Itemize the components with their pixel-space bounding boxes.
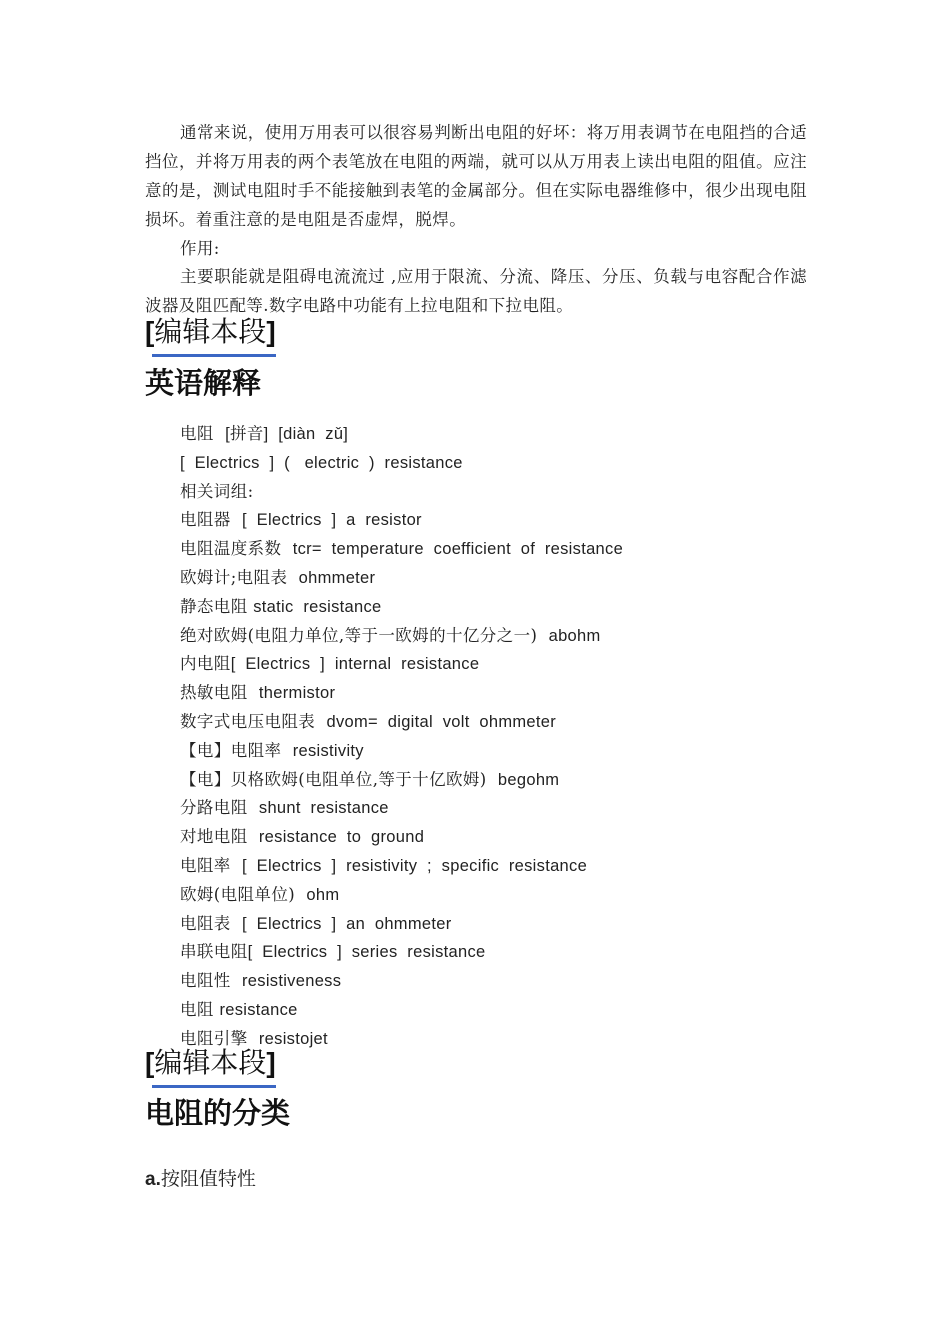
term-item: [180, 852, 623, 881]
term-english: [ Electrics ] series resistance: [247, 943, 486, 962]
term-english: [ Electrics ] internal resistance: [230, 655, 480, 674]
term-english: abohm: [548, 626, 601, 645]
term-chinese: 欧姆计;电阻表: [180, 567, 299, 587]
section-title-english: 英语解释: [145, 366, 262, 400]
term-chinese: 数字式电压电阻表: [180, 711, 327, 731]
term-chinese: 电阻温度系数: [180, 539, 293, 559]
term-item: [180, 737, 623, 766]
term-english: resistance to ground: [258, 828, 425, 847]
term-item: [180, 420, 623, 449]
sub-heading-label: a.: [145, 1169, 161, 1190]
term-chinese: 电阻率: [180, 855, 242, 875]
term-item: [180, 881, 623, 910]
term-item: [180, 449, 623, 478]
sub-heading-text: 按阻值特性: [160, 1168, 256, 1190]
term-item: [180, 938, 623, 967]
edit-section-link-2[interactable]: [145, 1045, 276, 1081]
term-chinese: 电阻器: [180, 510, 242, 530]
term-item: [180, 506, 623, 535]
term-item: [180, 996, 623, 1025]
term-chinese: 分路电阻: [180, 798, 259, 818]
sub-heading: [145, 1164, 256, 1195]
edit-open-bracket: [: [145, 1047, 155, 1078]
term-english: shunt resistance: [258, 799, 389, 818]
term-english: [ Electrics ] ( electric ) resistance: [180, 453, 463, 472]
term-english: [ Electrics ] resistivity ; specific resistance: [242, 856, 588, 875]
term-english: dvom= digital volt ohmmeter: [326, 712, 557, 731]
term-item: [180, 967, 623, 996]
term-chinese: 静态电阻: [180, 596, 254, 616]
edit-underline: [152, 354, 276, 357]
term-english: resistiveness: [242, 972, 342, 991]
function-paragraph: 主要职能就是阻碍电流流过 ,应用于限流、分流、降压、分压、负载与电容配合作滤波器及阻匹配等.数字电路中功能有上拉电阻和下拉电阻。: [145, 267, 807, 315]
term-chinese: 【电】电阻率: [180, 740, 293, 760]
term-item: [180, 910, 623, 939]
term-item: [180, 478, 623, 507]
term-list: [180, 420, 623, 1054]
term-english: [拼音] [diàn zǔ]: [225, 425, 349, 443]
term-chinese: 相关词组:: [180, 481, 254, 501]
term-english: ohmmeter: [298, 568, 376, 587]
term-chinese: 电阻: [180, 999, 220, 1019]
term-english: ohm: [306, 885, 340, 904]
term-item: [180, 679, 623, 708]
term-chinese: 【电】贝格欧姆(电阻单位,等于十亿欧姆): [180, 769, 498, 789]
intro-paragraph: 通常来说，使用万用表可以很容易判断出电阻的好坏：将万用表调节在电阻挡的合适挡位，并将万用表的两个表笔放在电阻的两端，就可以从万用表上读出电阻的阻值。应注意的是，测试电阻时手不能接触到表笔的金属部分。但在实际电器维修中，很少出现电阻损坏。着重注意的是电阻是否虚焊，脱焊。: [145, 123, 807, 229]
term-chinese: 电阻表: [180, 913, 242, 933]
term-item: [180, 535, 623, 564]
term-item: [180, 766, 623, 795]
term-english: resistance: [219, 1000, 298, 1019]
edit-close-bracket: ]: [266, 1047, 276, 1078]
term-item: [180, 650, 623, 679]
edit-section-label: 编辑本段: [154, 1046, 267, 1079]
term-chinese: 电阻性: [180, 971, 242, 991]
term-chinese: 对地电阻: [180, 827, 259, 847]
term-item: [180, 708, 623, 737]
term-item: [180, 823, 623, 852]
term-english: static resistance: [253, 597, 382, 616]
function-label: 作用:: [180, 239, 220, 258]
term-english: [ Electrics ] a resistor: [242, 511, 422, 530]
term-english: resistivity: [292, 741, 364, 760]
term-chinese: 电阻引擎: [180, 1028, 259, 1048]
edit-section-link[interactable]: [145, 314, 276, 350]
term-chinese: 串联电阻: [180, 942, 248, 962]
term-chinese: 热敏电阻: [180, 683, 259, 703]
term-item: [180, 593, 623, 622]
term-english: tcr= temperature coefficient of resistance: [292, 540, 624, 559]
term-english: [ Electrics ] an ohmmeter: [242, 914, 452, 933]
term-english: thermistor: [258, 684, 336, 703]
term-item: [180, 564, 623, 593]
term-item: [180, 794, 623, 823]
term-chinese: 电阻: [180, 424, 226, 443]
edit-section-label: 编辑本段: [154, 315, 267, 348]
edit-underline: [152, 1085, 276, 1088]
edit-close-bracket: ]: [266, 316, 276, 347]
term-chinese: 欧姆(电阻单位): [180, 884, 307, 904]
term-chinese: 绝对欧姆(电阻力单位,等于一欧姆的十亿分之一): [180, 625, 549, 645]
term-chinese: 内电阻: [180, 654, 231, 674]
term-english: begohm: [497, 770, 560, 789]
section-title-classification: 电阻的分类: [145, 1096, 291, 1130]
edit-open-bracket: [: [145, 316, 155, 347]
term-english: resistojet: [258, 1029, 328, 1048]
term-item: [180, 622, 623, 651]
